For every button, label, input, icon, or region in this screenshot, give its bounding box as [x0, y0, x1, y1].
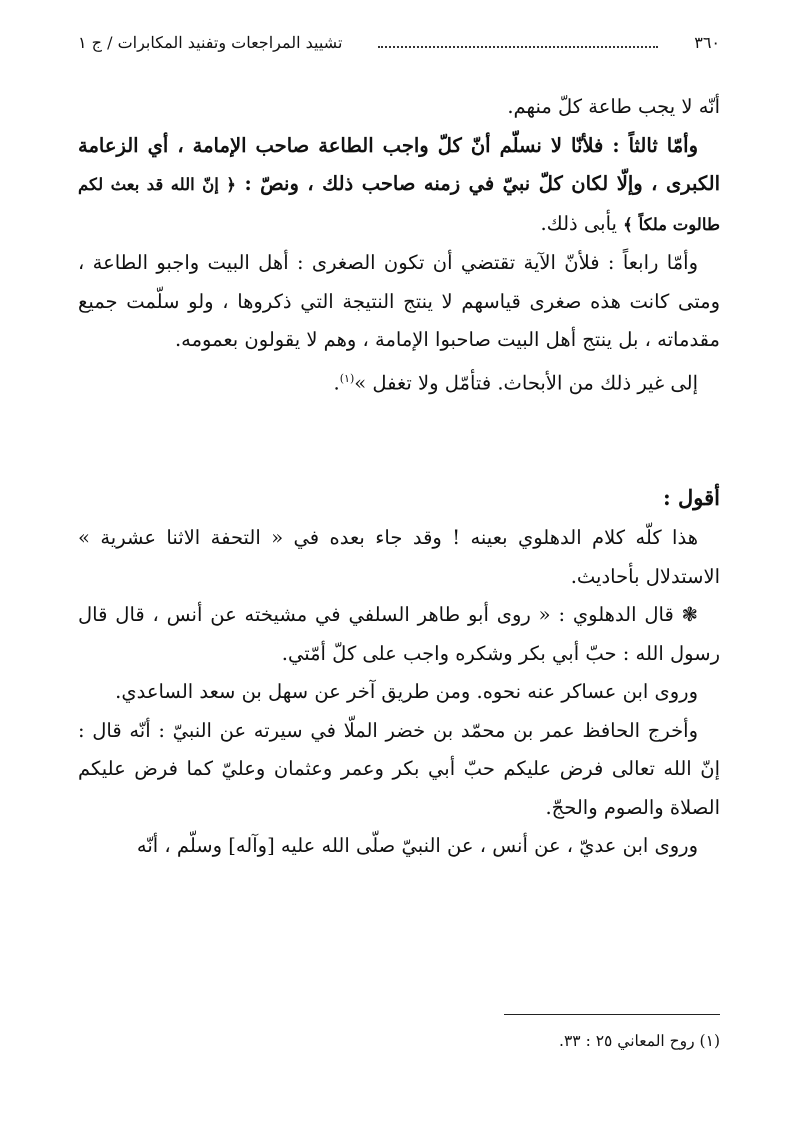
paragraph-8: وأخرج الحافظ عمر بن محمّد بن خضر الملّا في سيرته عن النبيّ : أنّه قال : إنّ الله تعالى فرض عليكم حبّ أبي بكر وعمر وعثمان وعليّ كما فرض عليكم الصلاة والصوم والحجّ. — [78, 718, 720, 819]
header-dotted-leader — [378, 46, 658, 48]
paragraph-7: وروى ابن عساكر عنه نحوه. ومن طريق آخر عن سهل بن سعد الساعدي. — [115, 680, 698, 703]
paragraph-6: ❃ قال الدهلوي : « روى أبو طاهر السلفي في مشيخته عن أنس ، قال قال رسول الله : حبّ أبي بكر وشكره واجب على كلّ أمّتي. — [78, 603, 720, 665]
paragraph-3: وأمّا رابعاً : فلأنّ الآية تقتضي أن تكون الصغرى : أهل البيت واجبو الطاعة ، ومتى كانت هذه صغرى قياسهم لا ينتج النتيجة التي ذكروها ، ولو سلّمت جميع مقدماته ، بل ينتج أهل البيت صاحبوا الإمامة ، وهم لا يقولون بعمومه. — [78, 251, 720, 351]
p4-end: . — [333, 371, 340, 394]
paragraph-5: هذا كلّه كلام الدهلوي بعينه ! وقد جاء بعده في « التحفة الاثنا عشرية » الاستدلال بأحاديث. — [78, 526, 720, 588]
footnote-ref: (١) — [339, 371, 355, 385]
paragraph-2 — [78, 127, 720, 245]
quran-verse: ﴿ إنّ الله قد بعث لكم طالوت ملكاً ﴾ — [78, 175, 720, 234]
main-text — [78, 88, 720, 866]
p4-text: إلى غير ذلك من الأبحاث. فتأمّل ولا تغفل » — [354, 371, 698, 394]
paragraph-4 — [78, 360, 720, 403]
p2-text-a: وأمّا ثالثاً : فلأنّا لا نسلّم أنّ كلّ واجب الطاعة صاحب الإمامة ، أي الزعامة الكبرى ، وإلّا لكان كلّ نبيّ في زمنه صاحب ذلك ، ونصّ : — [78, 133, 721, 195]
page-number: ٣٦٠ — [694, 33, 720, 52]
section-heading: أقول : — [662, 484, 720, 510]
section-gap — [78, 403, 720, 479]
paragraph-1: أنّه لا يجب طاعة كلّ منهم. — [507, 95, 720, 118]
footnote-separator — [504, 1014, 720, 1015]
footnote: (١) روح المعاني ٢٥ : ٣٣. — [559, 1032, 720, 1050]
p2-text-b: يأبى ذلك. — [540, 211, 624, 235]
running-title: تشييد المراجعات وتفنيد المكابرات / ج ١ — [78, 33, 343, 52]
paragraph-9: وروى ابن عديّ ، عن أنس ، عن النبيّ صلّى الله عليه [وآله] وسلّم ، أنّه — [136, 834, 698, 857]
running-header — [78, 30, 720, 56]
